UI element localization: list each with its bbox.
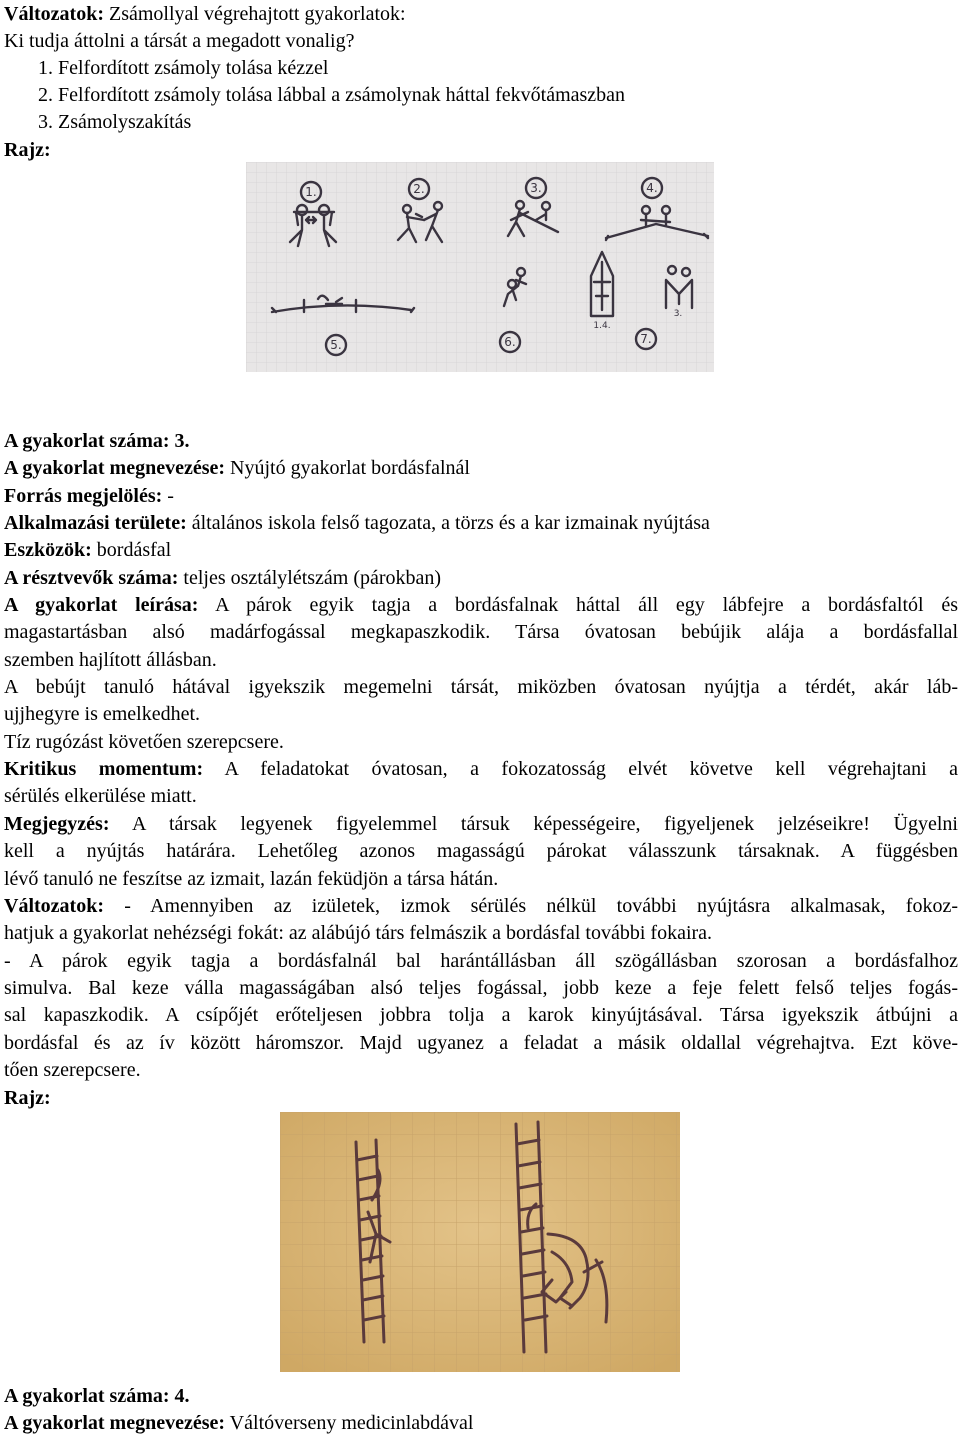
list-item: 2. Felfordított zsámoly tolása lábbal a zsámolynak háttal fekvőtámaszban <box>38 84 626 106</box>
variants-text-line: bordásfal és az ív között háromszor. Majd ugyanez a feladat a másik oldallal végrehajtva. Ezt köve- <box>4 1032 958 1054</box>
variants-line <box>4 1 406 27</box>
sketch-number: 3. <box>530 181 542 195</box>
wall-bars-sketch-figure <box>280 1112 680 1372</box>
sketch-small-label: 1.4. <box>593 321 611 331</box>
description-line: ujjhegyre is emelkedhet. <box>4 703 201 725</box>
critical-line: sérülés elkerülése miatt. <box>4 785 197 807</box>
tools-line: Eszközök: bordásfal <box>4 539 172 561</box>
note-line: Megjegyzés: A társak legyenek figyelemmel társuk képességeire, figyeljenek jelzéseikre! Ügyelni <box>4 813 958 835</box>
exercise-number: A gyakorlat száma: 3. <box>4 430 190 452</box>
description-line: Tíz rugózást követően szerepcsere. <box>4 731 284 753</box>
participants-line: A résztvevők száma: teljes osztálylétszám (párokban) <box>4 567 442 589</box>
variants-text-line: tően szerepcsere. <box>4 1059 141 1081</box>
description-line: magastartásban alsó madárfogással megkapaszkodik. Társa óvatosan bebújik alája a bordásfallal <box>4 621 958 643</box>
variants-text-line: sal kapaszkodik. A csípőjét erőteljesen jobbra tolja a karok kinyújtásával. Társa igyekszik átbújni a <box>4 1004 958 1026</box>
description-line: A gyakorlat leírása: A párok egyik tagja a bordásfalnak háttal áll egy lábfejre a bordásfaltól és <box>4 594 958 616</box>
variants-label: Változatok: <box>4 3 104 25</box>
exercise-name: A gyakorlat megnevezése: Váltóverseny medicinlabdával <box>4 1412 474 1434</box>
description-line: A bebújt tanuló hátával igyekszik megemelni társát, miközben óvatosan nyújtja a térdét, akár láb- <box>4 676 958 698</box>
variants-text-line: Változatok: - Amennyiben az izületek, izmok sérülés nélkül további nyújtásra alkalmasak, fokoz- <box>4 895 958 917</box>
sketch-number: 5. <box>330 338 342 352</box>
variants-text-line: simulva. Bal keze válla magasságában alsó teljes fogással, jobb keze a feje felett felső teljes fogás- <box>4 977 958 999</box>
description-line: szemben hajlított állásban. <box>4 649 217 671</box>
variants-text-line: - A párok egyik tagja a bordásfalnál bal harántállásban áll szögállásban szorosan a bordásfalhoz <box>4 950 958 972</box>
note-line: lévő tanuló ne feszítse az izmait, lazán feküdjön a társa hátán. <box>4 868 499 890</box>
list-item: 1. Felfordított zsámoly tolása kézzel <box>38 57 329 79</box>
note-line: kell a nyújtás határára. Lehetőleg azonos magasságú párokat válasszunk társaknak. A függésben <box>4 840 958 862</box>
exercise-sketch-figure <box>246 162 714 372</box>
sketch-small-label: 3. <box>673 309 683 319</box>
sketch-number: 1. <box>305 185 317 199</box>
list-item: 3. Zsámolyszakítás <box>38 111 192 133</box>
drawing-label: Rajz: <box>4 139 51 161</box>
sketch-number: 6. <box>504 335 516 349</box>
sketch-number: 7. <box>640 332 652 346</box>
area-line: Alkalmazási területe: általános iskola felső tagozata, a törzs és a kar izmainak nyújtása <box>4 512 710 534</box>
sketch-number: 4. <box>646 181 658 195</box>
question-line: Ki tudja áttolni a társát a megadott vonalig? <box>4 30 355 52</box>
exercise-name: A gyakorlat megnevezése: Nyújtó gyakorlat bordásfalnál <box>4 457 470 479</box>
drawing-label: Rajz: <box>4 1087 51 1109</box>
variants-text-line: hatjuk a gyakorlat nehézségi fokát: az alábújó társ felmászik a bordásfal további fokaira. <box>4 922 713 944</box>
sketch-number: 2. <box>413 182 425 196</box>
critical-line: Kritikus momentum: A feladatokat óvatosan, a fokozatosság elvét követve kell végrehajtani a <box>4 758 958 780</box>
variants-text: Zsámollyal végrehajtott gyakorlatok: <box>103 3 406 25</box>
source-line: Forrás megjelölés: - <box>4 485 174 507</box>
exercise-number: A gyakorlat száma: 4. <box>4 1385 190 1407</box>
